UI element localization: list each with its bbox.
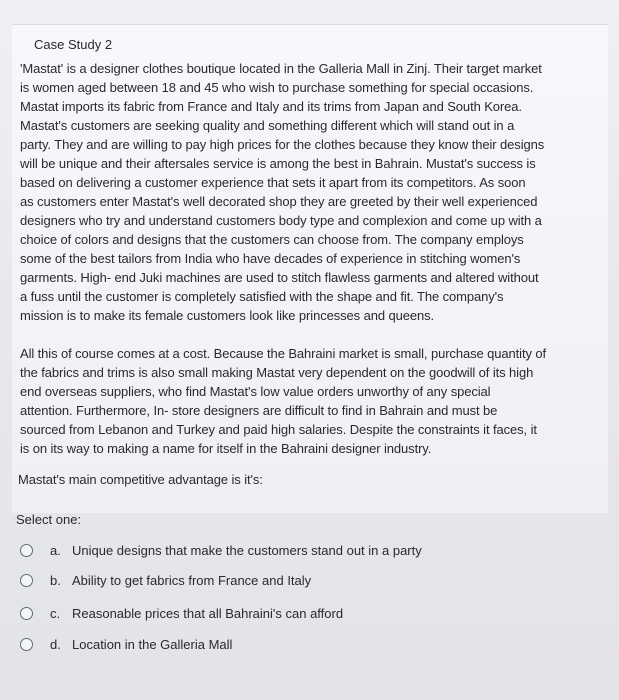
option-letter: b.	[50, 572, 61, 588]
paragraph-line: garments. High- end Juki machines are used to stitch flawless garments and altered without	[20, 270, 539, 285]
radio-button-b[interactable]	[20, 574, 33, 587]
paragraph-line: Mastat's customers are seeking quality and something different which will stand out in a	[20, 118, 515, 133]
paragraph-line: mission is to make its female customers look like princesses and queens.	[20, 308, 435, 323]
radio-button-d[interactable]	[20, 638, 33, 651]
paragraph-line: designers who try and understand customers body type and complexion and come up with a	[20, 213, 542, 228]
paragraph-line: sourced from Lebanon and Turkey and paid high salaries. Despite the constraints it faces, it	[20, 422, 537, 437]
option-c[interactable]	[20, 603, 343, 623]
paragraph-line: is on its way to making a name for itself in the Bahraini designer industry.	[20, 441, 432, 456]
paragraph-line: is women aged between 18 and 45 who wish to purchase something for special occasions.	[20, 80, 534, 95]
paragraph-line: as customers enter Mastat's well decorated shop they are greeted by their well experienced	[20, 194, 538, 209]
case-study-title: Case Study 2	[34, 37, 113, 52]
option-b[interactable]	[20, 570, 311, 590]
paragraph-line: the fabrics and trims is also small making Mastat very dependent on the goodwill of its high	[20, 365, 534, 380]
case-paragraph-1	[20, 59, 602, 325]
option-text[interactable]: Reasonable prices that all Bahraini's can afford	[72, 605, 344, 621]
option-text[interactable]: Ability to get fabrics from France and Italy	[72, 572, 312, 588]
paragraph-line: Mastat imports its fabric from France and Italy and its trims from Japan and South Korea.	[20, 99, 522, 114]
paragraph-line: some of the best tailors from India who have decades of experience in stitching women's	[20, 251, 521, 266]
option-text[interactable]: Unique designs that make the customers stand out in a party	[72, 542, 422, 558]
paragraph-line: 'Mastat' is a designer clothes boutique located in the Galleria Mall in Zinj. Their target market	[20, 61, 542, 76]
option-text[interactable]: Location in the Galleria Mall	[72, 636, 233, 652]
option-a[interactable]	[20, 540, 422, 560]
paragraph-line: will be unique and their aftersales service is among the best in Bahrain. Mustat's success is	[20, 156, 536, 171]
case-paragraph-2	[20, 344, 606, 458]
paragraph-line: a fuss until the customer is completely satisfied with the shape and fit. The company's	[20, 289, 504, 304]
option-letter: a.	[50, 542, 61, 558]
select-one-label: Select one:	[16, 512, 82, 527]
paragraph-line: All this of course comes at a cost. Because the Bahraini market is small, purchase quantity of	[20, 346, 547, 361]
option-letter: c.	[50, 605, 61, 621]
radio-button-c[interactable]	[20, 607, 33, 620]
paragraph-line: choice of colors and designs that the customers can choose from. The company employs	[20, 232, 524, 247]
option-d[interactable]	[20, 634, 232, 654]
radio-button-a[interactable]	[20, 544, 33, 557]
question-text: Mastat's main competitive advantage is it's:	[18, 472, 263, 487]
option-letter: d.	[50, 636, 61, 652]
paragraph-line: party. They and are willing to pay high prices for the clothes because they know their designs	[20, 137, 545, 152]
paragraph-line: based on delivering a customer experience that sets it apart from its competitors. As soon	[20, 175, 526, 190]
paragraph-line: end overseas suppliers, who find Mastat's low value orders unworthy of any special	[20, 384, 491, 399]
paragraph-line: attention. Furthermore, In- store designers are difficult to find in Bahrain and must be	[20, 403, 498, 418]
